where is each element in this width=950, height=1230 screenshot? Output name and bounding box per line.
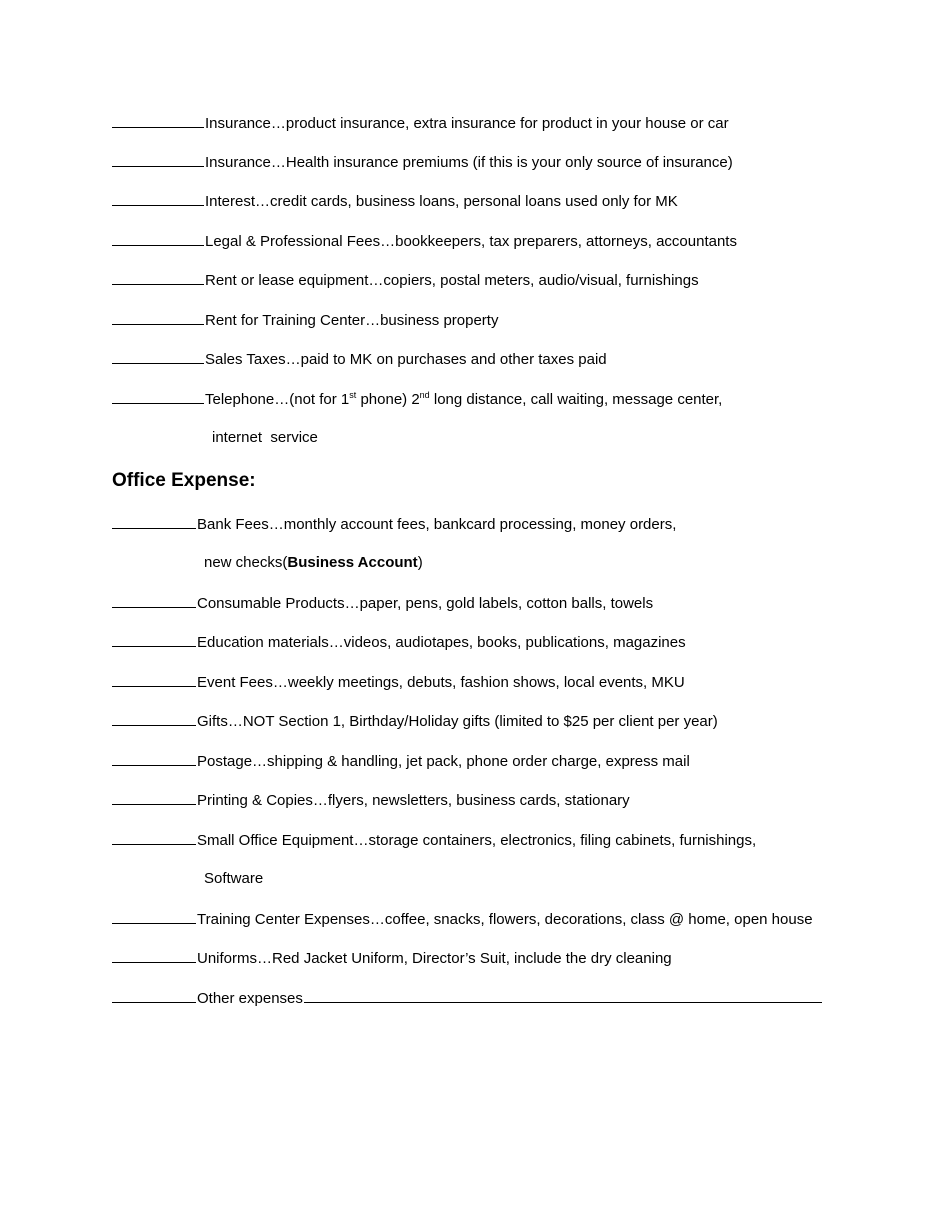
section-heading-office-expense: Office Expense:: [112, 470, 256, 491]
expense-label: Consumable Products…paper, pens, gold labels, cotton balls, towels: [197, 595, 654, 612]
expense-label-part: Telephone…(not for 1: [205, 391, 350, 408]
expense-label: Other expenses: [197, 990, 303, 1007]
superscript: nd: [419, 390, 430, 400]
amount-blank[interactable]: [112, 830, 196, 845]
expense-line-training-center: [112, 909, 813, 930]
expense-line-education-materials: [112, 632, 686, 653]
expense-label-bold: Business Account: [287, 554, 418, 571]
expense-line-continuation: internet service: [212, 429, 318, 446]
expense-label-part: new checks(: [204, 554, 288, 571]
amount-blank[interactable]: [112, 988, 196, 1003]
expense-label: Small Office Equipment…storage containers, electronics, filing cabinets, furnishings,: [197, 832, 757, 849]
expense-line-postage: [112, 751, 690, 772]
expense-label: Gifts…NOT Section 1, Birthday/Holiday gifts (limited to $25 per client per year): [197, 713, 718, 730]
amount-blank[interactable]: [112, 191, 204, 206]
expense-line-printing-copies: [112, 790, 630, 811]
expense-line-insurance-product: [112, 113, 729, 134]
amount-blank[interactable]: [112, 389, 204, 404]
amount-blank[interactable]: [112, 593, 196, 608]
expense-line-rent-lease-equipment: [112, 270, 699, 291]
amount-blank[interactable]: [112, 948, 196, 963]
expense-label: Training Center Expenses…coffee, snacks, flowers, decorations, class @ home, open house: [197, 911, 813, 928]
expense-label: Postage…shipping & handling, jet pack, phone order charge, express mail: [197, 753, 690, 770]
amount-blank[interactable]: [112, 909, 196, 924]
expense-label-part: phone) 2: [356, 391, 420, 408]
expense-label: Rent for Training Center…business property: [205, 312, 499, 329]
expense-label: Event Fees…weekly meetings, debuts, fashion shows, local events, MKU: [197, 674, 685, 691]
expense-label: Insurance…Health insurance premiums (if this is your only source of insurance): [205, 154, 733, 171]
expense-label: Legal & Professional Fees…bookkeepers, tax preparers, attorneys, accountants: [205, 233, 737, 250]
expense-line-consumable-products: [112, 593, 653, 614]
amount-blank[interactable]: [112, 711, 196, 726]
expense-line-rent-training-center: [112, 310, 498, 331]
superscript: st: [349, 390, 357, 400]
amount-blank[interactable]: [112, 672, 196, 687]
expense-line-sales-taxes: [112, 349, 607, 370]
expense-label: Bank Fees…monthly account fees, bankcard processing, money orders,: [197, 516, 677, 533]
expense-label: Sales Taxes…paid to MK on purchases and other taxes paid: [205, 351, 607, 368]
amount-blank[interactable]: [112, 514, 196, 529]
amount-blank[interactable]: [112, 113, 204, 128]
amount-blank[interactable]: [112, 310, 204, 325]
expense-label-part: ): [417, 554, 423, 571]
expense-line-small-office-equipment: [112, 830, 756, 851]
expense-line-event-fees: [112, 672, 685, 693]
amount-blank[interactable]: [112, 790, 196, 805]
expense-line-bank-fees: [112, 514, 676, 535]
amount-blank[interactable]: [112, 751, 196, 766]
expense-label-part: long distance, call waiting, message center,: [429, 391, 723, 408]
amount-blank[interactable]: [112, 349, 204, 364]
expense-line-continuation: Software: [204, 870, 264, 887]
expense-line-interest: [112, 191, 678, 212]
expense-line-legal-professional: [112, 231, 737, 252]
expense-label: Rent or lease equipment…copiers, postal meters, audio/visual, furnishings: [205, 272, 699, 289]
expense-line-gifts: [112, 711, 718, 732]
amount-blank[interactable]: [112, 152, 204, 167]
expense-label: Uniforms…Red Jacket Uniform, Director’s Suit, include the dry cleaning: [197, 950, 672, 967]
expense-label: Printing & Copies…flyers, newsletters, business cards, stationary: [197, 792, 630, 809]
expense-label: Interest…credit cards, business loans, personal loans used only for MK: [205, 193, 678, 210]
amount-blank[interactable]: [112, 632, 196, 647]
expense-label: Education materials…videos, audiotapes, books, publications, magazines: [197, 634, 686, 651]
expense-line-uniforms: [112, 948, 672, 969]
expense-line-insurance-health: [112, 152, 733, 173]
expense-line-telephone: [112, 389, 722, 410]
other-expenses-blank[interactable]: [304, 988, 822, 1003]
expense-label: Insurance…product insurance, extra insurance for product in your house or car: [205, 115, 729, 132]
amount-blank[interactable]: [112, 270, 204, 285]
amount-blank[interactable]: [112, 231, 204, 246]
expense-line-continuation: [204, 553, 423, 573]
expense-line-other: [112, 988, 823, 1009]
